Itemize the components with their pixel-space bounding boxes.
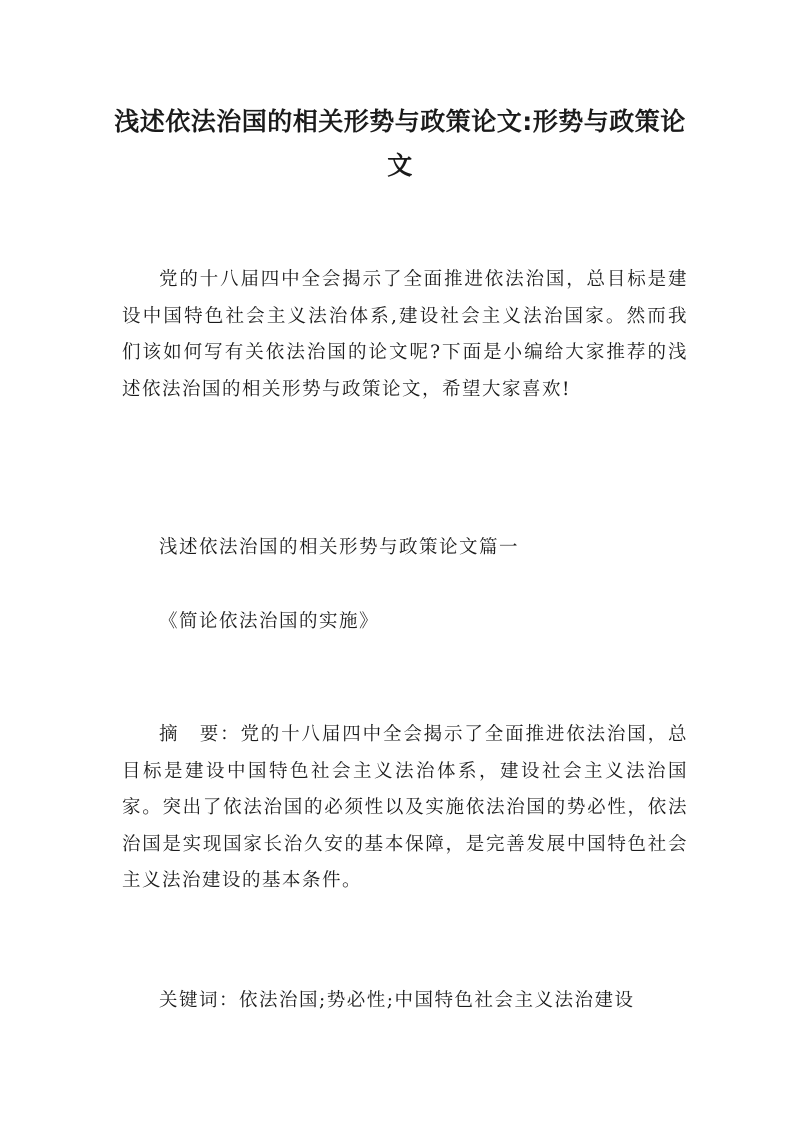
intro-paragraph: 党的十八届四中全会揭示了全面推进依法治国，总目标是建设中国特色社会主义法治体系,建设社会主义法治国家。然而我们该如何写有关依法治国的论文呢?下面是小编给大家推荐的浅述依法治国的相关形势与政策论文，希望大家喜欢! <box>122 269 688 400</box>
document-title: 浅述依法治国的相关形势与政策论文:形势与政策论文 <box>114 107 686 180</box>
keywords-line: 关键词：依法治国;势必性;中国特色社会主义法治建设 <box>159 990 635 1011</box>
essay-subtitle: 《简论依法治国的实施》 <box>159 611 380 632</box>
abstract-paragraph: 摘 要：党的十八届四中全会揭示了全面推进依法治国，总目标是建设中国特色社会主义法治体系，建设社会主义法治国家。突出了依法治国的必须性以及实施依法治国的势必性，依法治国是实现国家长治久安的基本保障，是完善发展中国特色社会主义法治建设的基本条件。 <box>122 724 688 891</box>
section-heading: 浅述依法治国的相关形势与政策论文篇一 <box>159 537 520 558</box>
